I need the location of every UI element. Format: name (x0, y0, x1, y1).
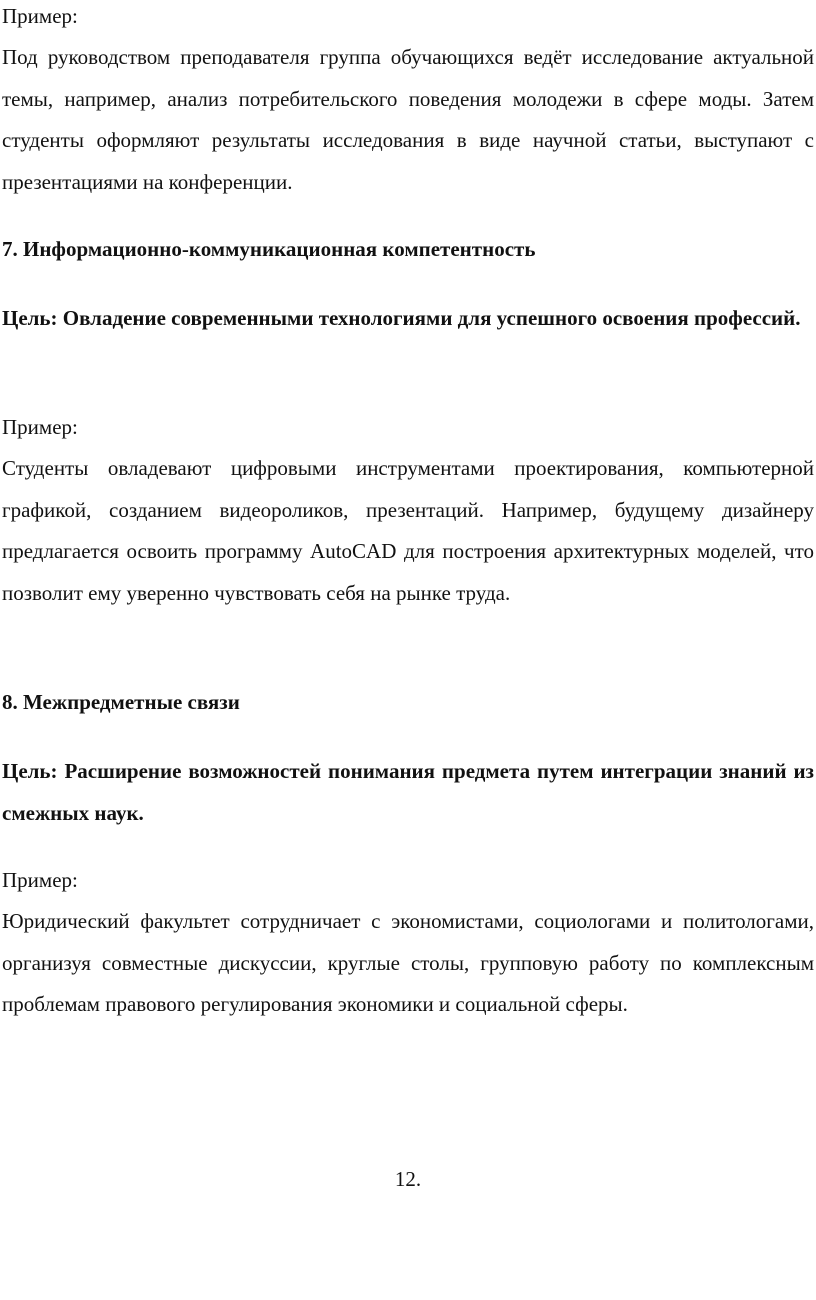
example-label: Пример: (2, 4, 78, 28)
section-heading-7: 7. Информационно-коммуникационная компетентность (2, 237, 536, 261)
example-paragraph: Под руководством преподавателя группа обучающихся ведёт исследование актуальной темы, например, анализ потребительского поведения молодежи в сфере моды. Затем студенты оформляют результаты исследования в виде научной статьи, выступают с презентациями на конференции. (2, 45, 814, 194)
section-goal-8: Цель: Расширение возможностей понимания предмета путем интеграции знаний из смежных наук. (2, 759, 814, 825)
section-heading-8: 8. Межпредметные связи (2, 690, 240, 714)
example-paragraph: Юридический факультет сотрудничает с экономистами, социологами и политологами, организуя совместные дискуссии, круглые столы, групповую работу по комплексным проблемам правового регулирования экономики и социальной сферы. (2, 909, 814, 1016)
page-number: 12. (394, 1167, 422, 1191)
example-label: Пример: (2, 868, 78, 892)
example-paragraph: Студенты овладевают цифровыми инструментами проектирования, компьютерной графикой, созданием видеороликов, презентаций. Например, будущему дизайнеру предлагается освоить программу AutoCAD для построения архитектурных моделей, что позволит ему уверенно чувствовать себя на рынке труда. (2, 456, 814, 605)
section-goal-7: Цель: Овладение современными технологиями для успешного освоения профессий. (2, 306, 801, 330)
example-label: Пример: (2, 415, 78, 439)
